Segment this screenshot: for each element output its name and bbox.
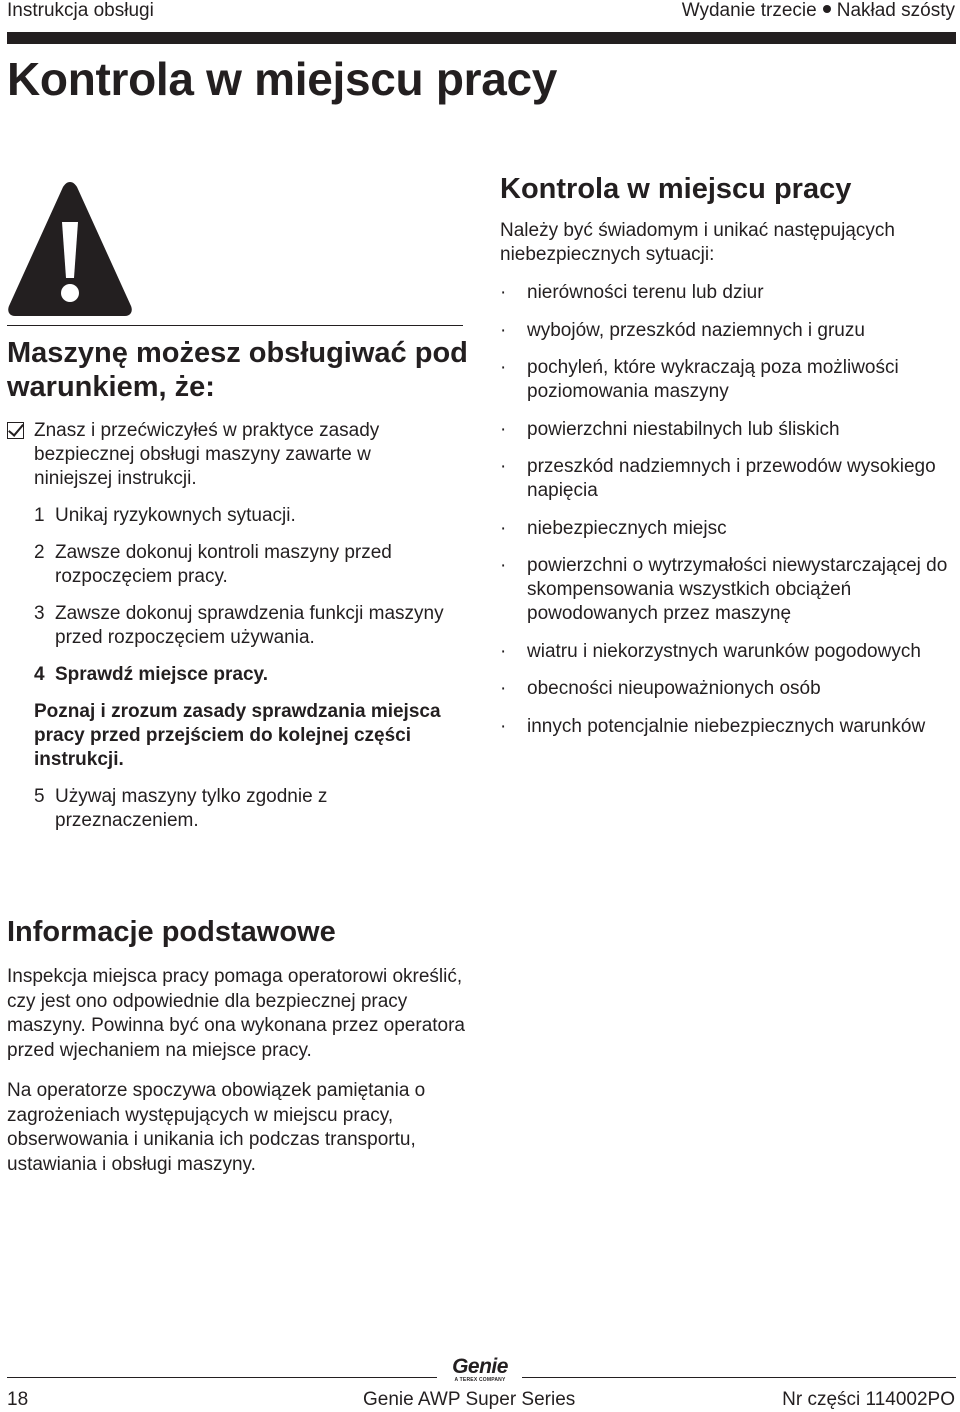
hazard-text: obecności nieupoważnionych osób: [527, 678, 821, 699]
header-manual-title: Instrukcja obsługi: [7, 0, 154, 21]
header-divider-bar: [7, 32, 956, 44]
step-text: Zawsze dokonuj kontroli maszyny przed rozpoczęciem pracy.: [55, 542, 392, 587]
step-text: Sprawdź miejsce pracy.: [55, 664, 268, 685]
list-item: [500, 455, 955, 503]
bullet: ·: [500, 418, 507, 440]
page-number: 18: [7, 1389, 29, 1410]
step-item-current: [34, 663, 464, 687]
step-note: Poznaj i zrozum zasady sprawdzania miejsca pracy przed przejściem do kolejnej części instrukcji.: [34, 701, 441, 770]
step-number: 4: [34, 664, 45, 685]
hazard-text: wybojów, przeszkód naziemnych i gruzu: [527, 319, 865, 341]
list-item: [500, 715, 955, 739]
hazard-text: nierówności terenu lub dziur: [527, 282, 764, 303]
bullet: ·: [500, 517, 507, 539]
hazards-title: Kontrola w miejscu pracy: [500, 173, 852, 205]
bullet: ·: [500, 555, 507, 576]
step-item: [34, 504, 464, 528]
step-text: Unikaj ryzykownych sytuacji.: [55, 505, 296, 526]
hazard-text: przeszkód nadziemnych i przewodów wysokiego napięcia: [527, 456, 936, 501]
step-number: 5: [34, 786, 45, 807]
checked-requirement: [7, 419, 447, 491]
hazard-text: pochyleń, które wykraczają poza możliwości poziomowania maszyny: [527, 357, 899, 402]
warning-triangle-icon: [6, 180, 134, 320]
list-item: [500, 517, 955, 541]
bullet-dot-icon: [823, 5, 831, 13]
footer-rule-right: [522, 1377, 956, 1378]
info-paragraph-2: Na operatorze spoczywa obowiązek pamiętania o zagrożeniach występujących w miejscu pracy, obserwowania i unikania ich podczas transportu, ustawiania i obsługi maszyny.: [7, 1080, 426, 1175]
genie-logo-text: Genie: [452, 1355, 508, 1378]
footer-rule-left: [7, 1377, 437, 1378]
list-item: [500, 418, 955, 442]
hazards-list: [500, 281, 955, 739]
bullet: ·: [500, 456, 507, 477]
header-edition-info: [682, 0, 955, 22]
info-paragraph-1: Inspekcja miejsca pracy pomaga operatorowi określić, czy jest ono odpowiednie dla bezpiecznej pracy maszyny. Powinna być ona wykonana przez operatora przed wjechaniem na miejsce pracy.: [7, 966, 466, 1061]
hazards-section: [500, 171, 955, 752]
steps-list: [34, 504, 464, 846]
bullet: ·: [500, 678, 507, 699]
bullet: ·: [500, 319, 507, 341]
conditions-heading-line1: Maszynę możesz obsługiwać pod: [7, 337, 468, 369]
bullet: ·: [500, 357, 507, 378]
header-print: Nakład szósty: [836, 0, 955, 21]
hazards-intro: Należy być świadomym i unikać następujących niebezpiecznych sytuacji:: [500, 220, 895, 265]
list-item: [500, 281, 955, 305]
hazard-text: niebezpiecznych miejsc: [527, 517, 727, 539]
step-item: [34, 602, 464, 650]
step-text: Zawsze dokonuj sprawdzenia funkcji maszyny przed rozpoczęciem używania.: [55, 603, 444, 648]
step-text: Używaj maszyny tylko zgodnie z przeznaczeniem.: [55, 786, 328, 831]
hazard-text: wiatru i niekorzystnych warunków pogodowych: [527, 640, 921, 662]
step-item: [34, 785, 464, 833]
page-title: Kontrola w miejscu pracy: [7, 53, 558, 105]
genie-logo: [444, 1357, 516, 1383]
bullet: ·: [500, 640, 507, 662]
checked-requirement-text: Znasz i przećwiczyłeś w praktyce zasady bezpiecznej obsługi maszyny zawarte w niniejszej instrukcji.: [34, 420, 380, 489]
conditions-heading-line2: warunkiem, że:: [7, 371, 215, 403]
footer-part-number: Nr części 114002PO: [782, 1389, 955, 1410]
list-item: [500, 319, 955, 343]
checked-box-icon: [7, 422, 24, 439]
hazard-text: powierzchni o wytrzymałości niewystarczającej do skompensowania wszystkich obciążeń powodowanych przez maszynę: [527, 555, 948, 624]
bullet: ·: [500, 715, 507, 737]
info-title: Informacje podstawowe: [7, 916, 336, 948]
bullet: ·: [500, 282, 507, 303]
step-item: [34, 541, 464, 589]
list-item: [500, 356, 955, 404]
step-number: 1: [34, 505, 45, 526]
list-item: [500, 640, 955, 664]
section-rule: [7, 325, 463, 326]
hazard-text: innych potencjalnie niebezpiecznych warunków: [527, 715, 926, 737]
list-item: [500, 677, 955, 701]
step-number: 3: [34, 603, 45, 624]
hazard-text: powierzchni niestabilnych lub śliskich: [527, 418, 840, 440]
header-edition: Wydanie trzecie: [681, 0, 817, 21]
list-item: [500, 554, 955, 626]
step-number: 2: [34, 542, 45, 563]
conditions-heading: [7, 336, 468, 404]
footer-series: Genie AWP Super Series: [363, 1389, 576, 1410]
genie-logo-subtext: A TEREX COMPANY: [454, 1377, 506, 1383]
